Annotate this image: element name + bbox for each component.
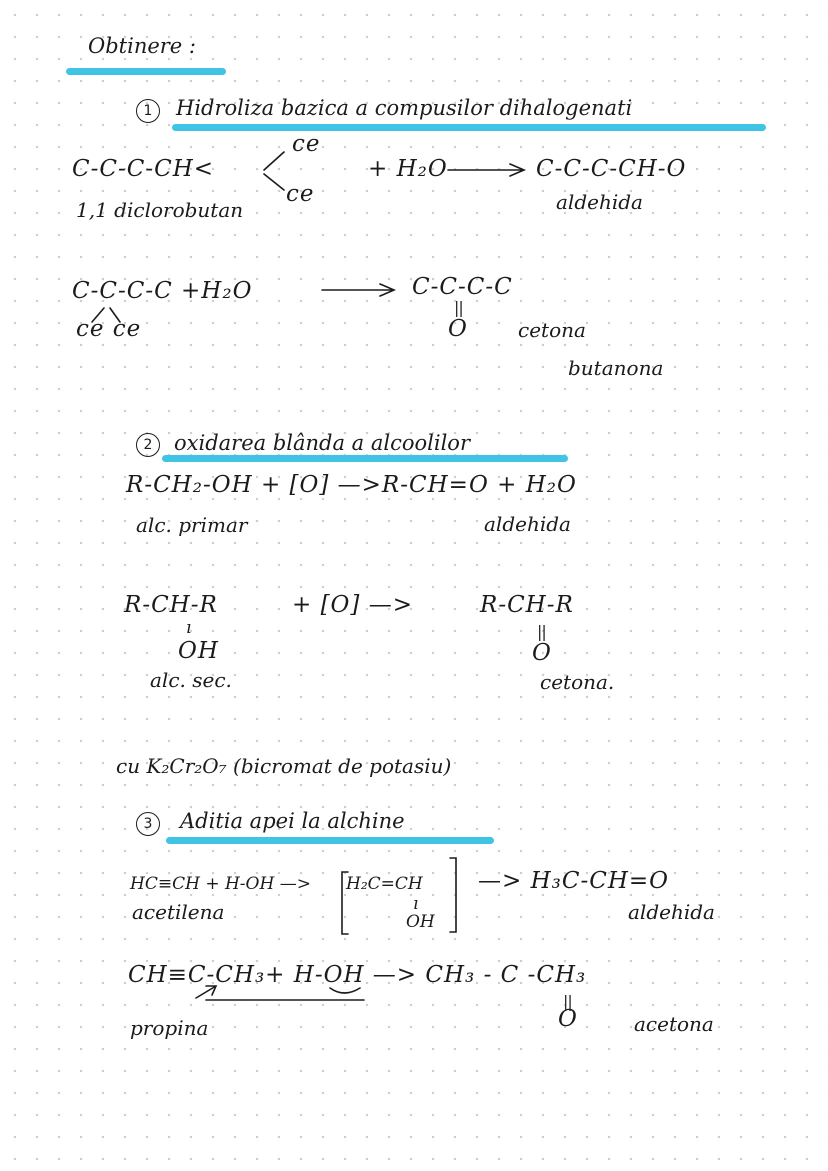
title-highlight (66, 68, 226, 75)
s2r2-reagent: + [O] —> (292, 592, 413, 618)
s3r1-lhs: HC≡CH + H-OH —> (130, 874, 311, 894)
section1-highlight (172, 124, 766, 131)
s1r1-product-name: aldehida (556, 190, 643, 214)
s2r2-bond: ı (186, 618, 192, 638)
s3r1-rhs: —> H₃C-CH=O (478, 868, 670, 894)
s3r2-oxygen: O (558, 1006, 578, 1032)
s2r2-reactant-name: alc. sec. (150, 668, 232, 692)
s2r1-product-name: aldehida (484, 512, 571, 536)
s3r1-bracket-right (450, 858, 456, 932)
s1r1-arrow (448, 164, 524, 176)
s2r1-equation: R-CH₂-OH + [O] —>R-CH=O + H₂O (126, 472, 577, 498)
s1r1-sub-top: ce (292, 131, 321, 157)
section3-highlight (166, 837, 494, 844)
s3r2-double-bond: || (563, 992, 572, 1011)
s1r1-bond-top (264, 152, 284, 170)
s3r1-reactant-name: acetilena (132, 900, 225, 924)
s2r1-reactant-name: alc. primar (136, 513, 248, 537)
s1r1-reactant-chain: C-C-C-CH< (72, 156, 215, 182)
s2r2-double-bond: || (537, 622, 546, 641)
section1-number: 1 (136, 99, 160, 123)
s3r1-intermediate-bond: ı (413, 894, 419, 914)
s1r1-sub-bottom: ce (286, 181, 315, 207)
s1r2-product: C-C-C-C (412, 274, 513, 300)
s3r2-reactant-name: propina (130, 1016, 209, 1040)
section2-heading: oxidarea blânda a alcoolilor (174, 431, 470, 455)
s3r1-intermediate: H₂C=CH (346, 874, 423, 894)
s1r2-product-name: butanona (568, 356, 664, 380)
s1r1-reactant-name: 1,1 diclorobutan (76, 198, 244, 222)
section3-heading: Aditia apei la alchine (180, 809, 405, 833)
s1r2-reactant: C-C-C-C +H₂O (72, 278, 253, 304)
section3-number: 3 (136, 812, 160, 836)
s1r2-arrow (322, 284, 394, 296)
s2r2-product: R-CH-R (480, 592, 574, 618)
s1r2-product-class: cetona (518, 318, 586, 342)
s2r2-product-name: cetona. (540, 670, 615, 694)
s3r2-product-name: acetona (634, 1012, 714, 1036)
section2-number: 2 (136, 433, 160, 457)
s1r2-substituents: ce ce (76, 316, 142, 342)
s2r2-oh: OH (178, 638, 219, 664)
section1-heading: Hidroliza bazica a compusilor dihalogenati (176, 96, 633, 120)
s1r1-water: + H₂O (368, 156, 448, 182)
s3r1-product-name: aldehida (628, 900, 715, 924)
s2-reagent-note: cu K₂Cr₂O₇ (bicromat de potasiu) (116, 754, 452, 778)
section2-highlight (162, 455, 568, 462)
s1r1-bond-bottom (264, 174, 284, 190)
s3r2-oh-smile (330, 988, 360, 993)
s3r1-intermediate-oh: OH (406, 912, 435, 932)
s2r2-oxygen: O (532, 640, 552, 666)
s1r1-product: C-C-C-CH-O (536, 156, 687, 182)
s1r2-oxygen: O (448, 316, 468, 342)
page-title: Obtinere : (88, 34, 196, 58)
s1r2-double-bond: || (454, 298, 463, 317)
s3r2-equation: CH≡C-CH₃+ H-OH —> CH₃ - C -CH₃ (128, 962, 587, 988)
s2r2-reactant: R-CH-R (124, 592, 218, 618)
